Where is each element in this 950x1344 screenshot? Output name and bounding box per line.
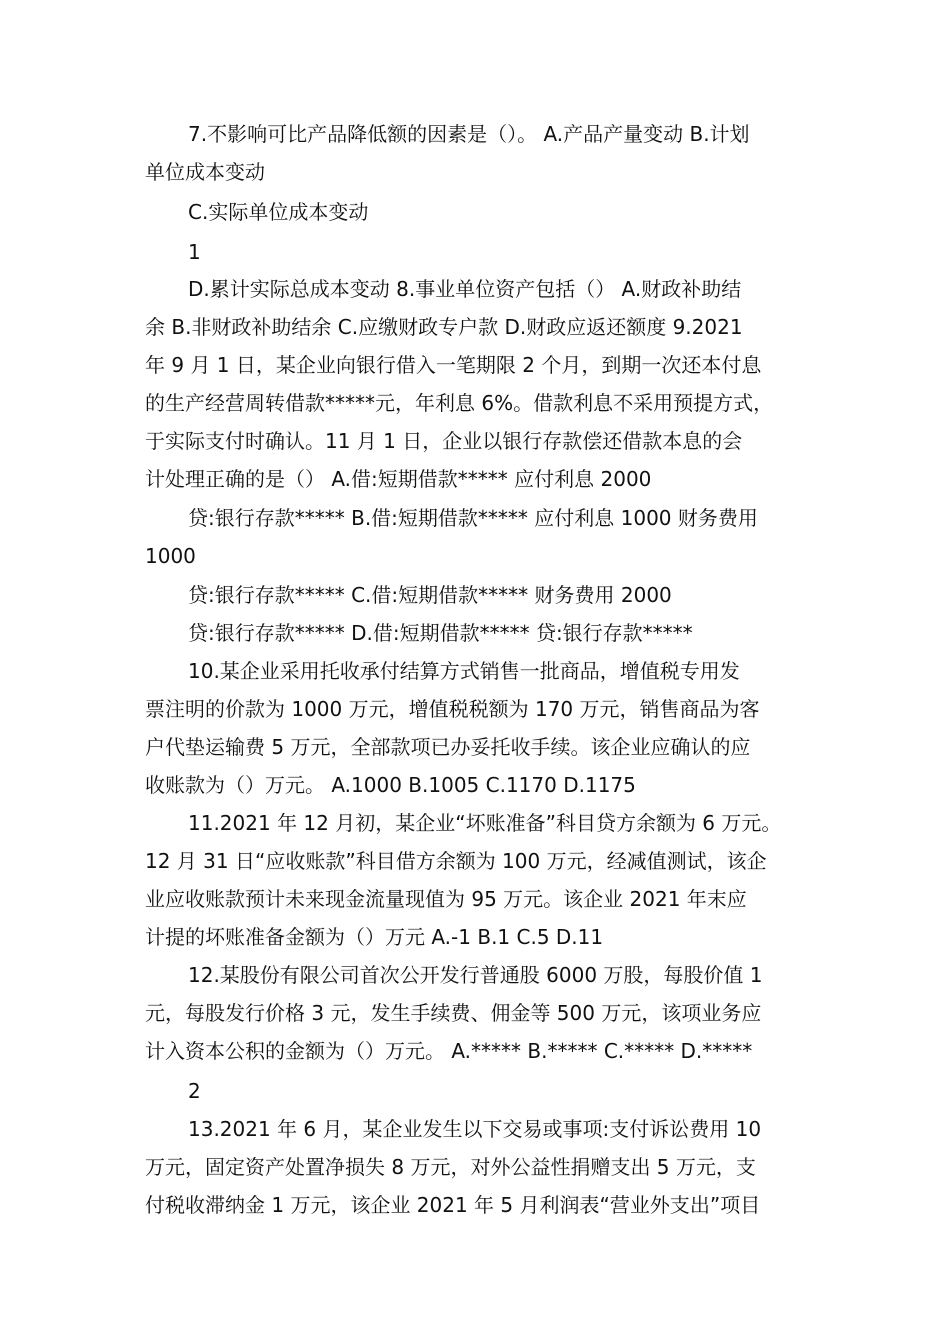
- question-12-line-2: 元，每股发行价格 3 元，发生手续费、佣金等 500 万元，该项业务应: [145, 1001, 762, 1025]
- question-9-line-5: 贷:银行存款***** B.借:短期借款***** 应付利息 1000 财务费用: [188, 506, 758, 530]
- question-9-line-3: 于实际支付时确认。11 月 1 日，企业以银行存款偿还借款本息的会: [145, 429, 743, 453]
- question-12-line-3: 计入资本公积的金额为（）万元。 A.***** B.***** C.***** D.*****: [145, 1039, 753, 1063]
- question-9-line-2: 的生产经营周转借款*****元，年利息 6%。借款利息不采用预提方式，: [145, 391, 774, 415]
- question-13-line-2: 万元，固定资产处置净损失 8 万元，对外公益性捐赠支出 5 万元，支: [145, 1155, 756, 1179]
- question-7-line-1: 7.不影响可比产品降低额的因素是（）。 A.产品产量变动 B.计划: [188, 122, 750, 146]
- question-7-line-2: 单位成本变动: [145, 160, 265, 184]
- question-10-line-4: 收账款为（）万元。 A.1000 B.1005 C.1170 D.1175: [145, 773, 636, 797]
- question-9-line-4: 计处理正确的是（） A.借:短期借款***** 应付利息 2000: [145, 467, 652, 491]
- question-9-line-6: 1000: [145, 544, 196, 568]
- question-8-line-2: 余 B.非财政补助结余 C.应缴财政专户款 D.财政应返还额度 9.2021: [145, 315, 743, 339]
- question-9-line-7: 贷:银行存款***** C.借:短期借款***** 财务费用 2000: [188, 583, 672, 607]
- question-9-line-8: 贷:银行存款***** D.借:短期借款***** 贷:银行存款*****: [188, 621, 693, 645]
- question-10-line-1: 10.某企业采用托收承付结算方式销售一批商品，增值税专用发: [188, 659, 740, 683]
- question-12-line-1: 12.某股份有限公司首次公开发行普通股 6000 万股，每股价值 1: [188, 963, 763, 987]
- question-10-line-2: 票注明的价款为 1000 万元，增值税税额为 170 万元，销售商品为客: [145, 697, 760, 721]
- question-11-line-4: 计提的坏账准备金额为（）万元 A.-1 B.1 C.5 D.11: [145, 925, 604, 949]
- question-9-line-1: 年 9 月 1 日，某企业向银行借入一笔期限 2 个月，到期一次还本付息: [145, 353, 762, 377]
- question-11-line-1: 11.2021 年 12 月初，某企业“坏账准备”科目贷方余额为 6 万元。: [188, 811, 782, 835]
- question-7-option-c: C.实际单位成本变动: [188, 200, 369, 224]
- page-number-1: 1: [188, 240, 201, 264]
- question-13-line-3: 付税收滞纳金 1 万元，该企业 2021 年 5 月利润表“营业外支出”项目: [145, 1193, 761, 1217]
- question-11-line-3: 业应收账款预计未来现金流量现值为 95 万元。该企业 2021 年末应: [145, 887, 747, 911]
- question-10-line-3: 户代垫运输费 5 万元，全部款项已办妥托收手续。该企业应确认的应: [145, 735, 751, 759]
- question-8-line-1: D.累计实际总成本变动 8.事业单位资产包括（） A.财政补助结: [188, 277, 742, 301]
- question-13-line-1: 13.2021 年 6 月，某企业发生以下交易或事项:支付诉讼费用 10: [188, 1117, 762, 1141]
- question-11-line-2: 12 月 31 日“应收账款”科目借方余额为 100 万元，经减值测试，该企: [145, 849, 767, 873]
- page-number-2: 2: [188, 1079, 201, 1103]
